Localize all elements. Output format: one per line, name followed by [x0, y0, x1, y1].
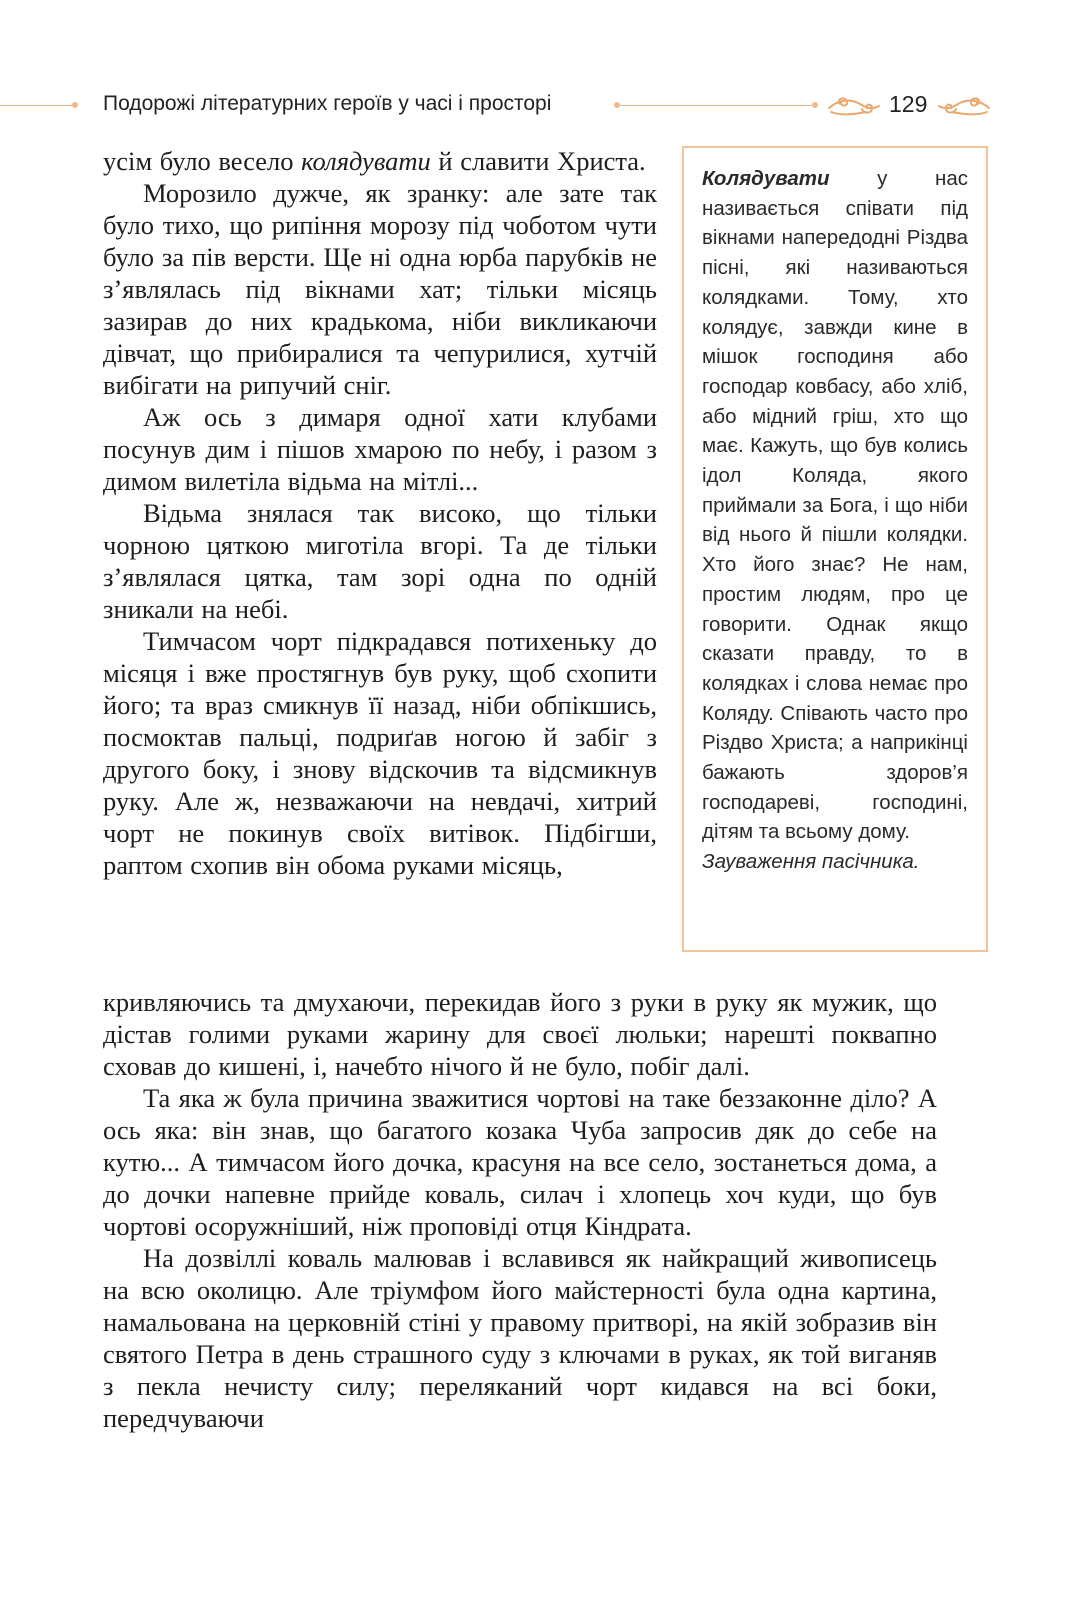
paragraph: Тимчасом чорт підкрадався потихеньку до місяця і вже простягнув був руку, щоб схопити його; та враз смикнув її назад, ніби обпікшись, посмоктав пальці, подриґав ногою й забіг з другого боку, і знову відскочив та відсмикнув руку. Але ж, незважаючи на невдачі, хитрий чорт не покинув своїх витівок. Підбігши, раптом схопив він обома руками місяць,	[103, 626, 657, 880]
sidebar-term: Колядувати	[702, 167, 830, 190]
paragraph: Відьма знялася так високо, що тільки чорною цяткою миготіла вгорі. Та де тільки з’являлася цятка, там зорі одна по одній зникали на небі.	[103, 498, 657, 624]
body-text-column	[103, 145, 657, 881]
paragraph: Аж ось з димаря одної хати клубами посунув дим і пішов хмарою по небу, і разом з димом вилетіла відьма на мітлі...	[103, 402, 657, 496]
header-rule-middle	[620, 105, 815, 106]
sidebar-definition: у нас називається співати під вікнами напередодні Різдва пісні, які називаються колядками. Тому, хто колядує, завжди кине в мішок господиня або господар ковбасу, або хліб, або мідний гріш, хто що має. Кажуть, що був колись ідол Коляда, якого приймали за Бога, і що ніби від нього й пішли колядки. Хто його знає? Не нам, простим людям, про це говорити. Однак якщо сказати правду, то в колядках і слова немає про Коляду. Співають часто про Різдво Христа; а наприкінці бажають здоров’я господареві, господині, дітям та всьому дому.	[702, 167, 968, 844]
sidebar-text	[702, 164, 968, 877]
text-run: й славити Христа.	[430, 146, 646, 176]
definition-sidebar	[682, 146, 988, 952]
scroll-ornament-icon	[826, 92, 882, 120]
paragraph-continuation: кривляючись та дмухаючи, перекидав його з руки в руку як мужик, що дістав голими руками жарину для своєї люльки; нарешті поквапно сховав до кишені, і, начебто нічого й не було, побіг далі.	[103, 987, 937, 1081]
page-number: 129	[889, 91, 928, 117]
paragraph: На дозвіллі коваль малював і вславився як найкращий живописець на всю околицю. Але тріумфом його майстерності була одна картина, намальована на церковній стіні у правому притворі, на якій зобразив він святого Петра в день страшного суду з ключами в руках, як той виганяв з пекла нечисту силу; переляканий чорт кидався на всі боки, передчуваючи	[103, 1243, 937, 1433]
scroll-ornament-icon	[936, 92, 992, 120]
running-header	[0, 86, 1091, 126]
header-rule-dot	[812, 102, 818, 108]
header-rule-left	[0, 105, 73, 106]
paragraph	[103, 145, 657, 177]
paragraph: Та яка ж була причина зважитися чортові на таке беззаконне діло? А ось яка: він знав, що багатого козака Чуба запросив дяк до себе на кутю... А тимчасом його дочка, красуня на все село, зостанеться дома, а до дочки напевне прийде коваль, силач і хлопець хоч куди, що був чортові осоружніший, ніж проповіді отця Кіндрата.	[103, 1083, 937, 1241]
header-rule-dot	[72, 102, 78, 108]
text-run: усім було весело	[103, 146, 302, 176]
italic-term: колядувати	[301, 146, 431, 176]
section-title: Подорожі літературних героїв у часі і просторі	[103, 92, 552, 115]
paragraph: Морозило дужче, як зранку: але зате так було тихо, що рипіння морозу під чоботом чути було за пів версти. Ще ні одна юрба парубків не з’являлась під вікнами хат; тільки місяць зазирав до них крадькома, ніби викликаючи дівчат, що прибиралися та чепурилися, хутчій вибігати на рипучий сніг.	[103, 178, 657, 400]
sidebar-note: Зауваження пасічника.	[702, 850, 920, 874]
body-text-full	[103, 986, 937, 1434]
